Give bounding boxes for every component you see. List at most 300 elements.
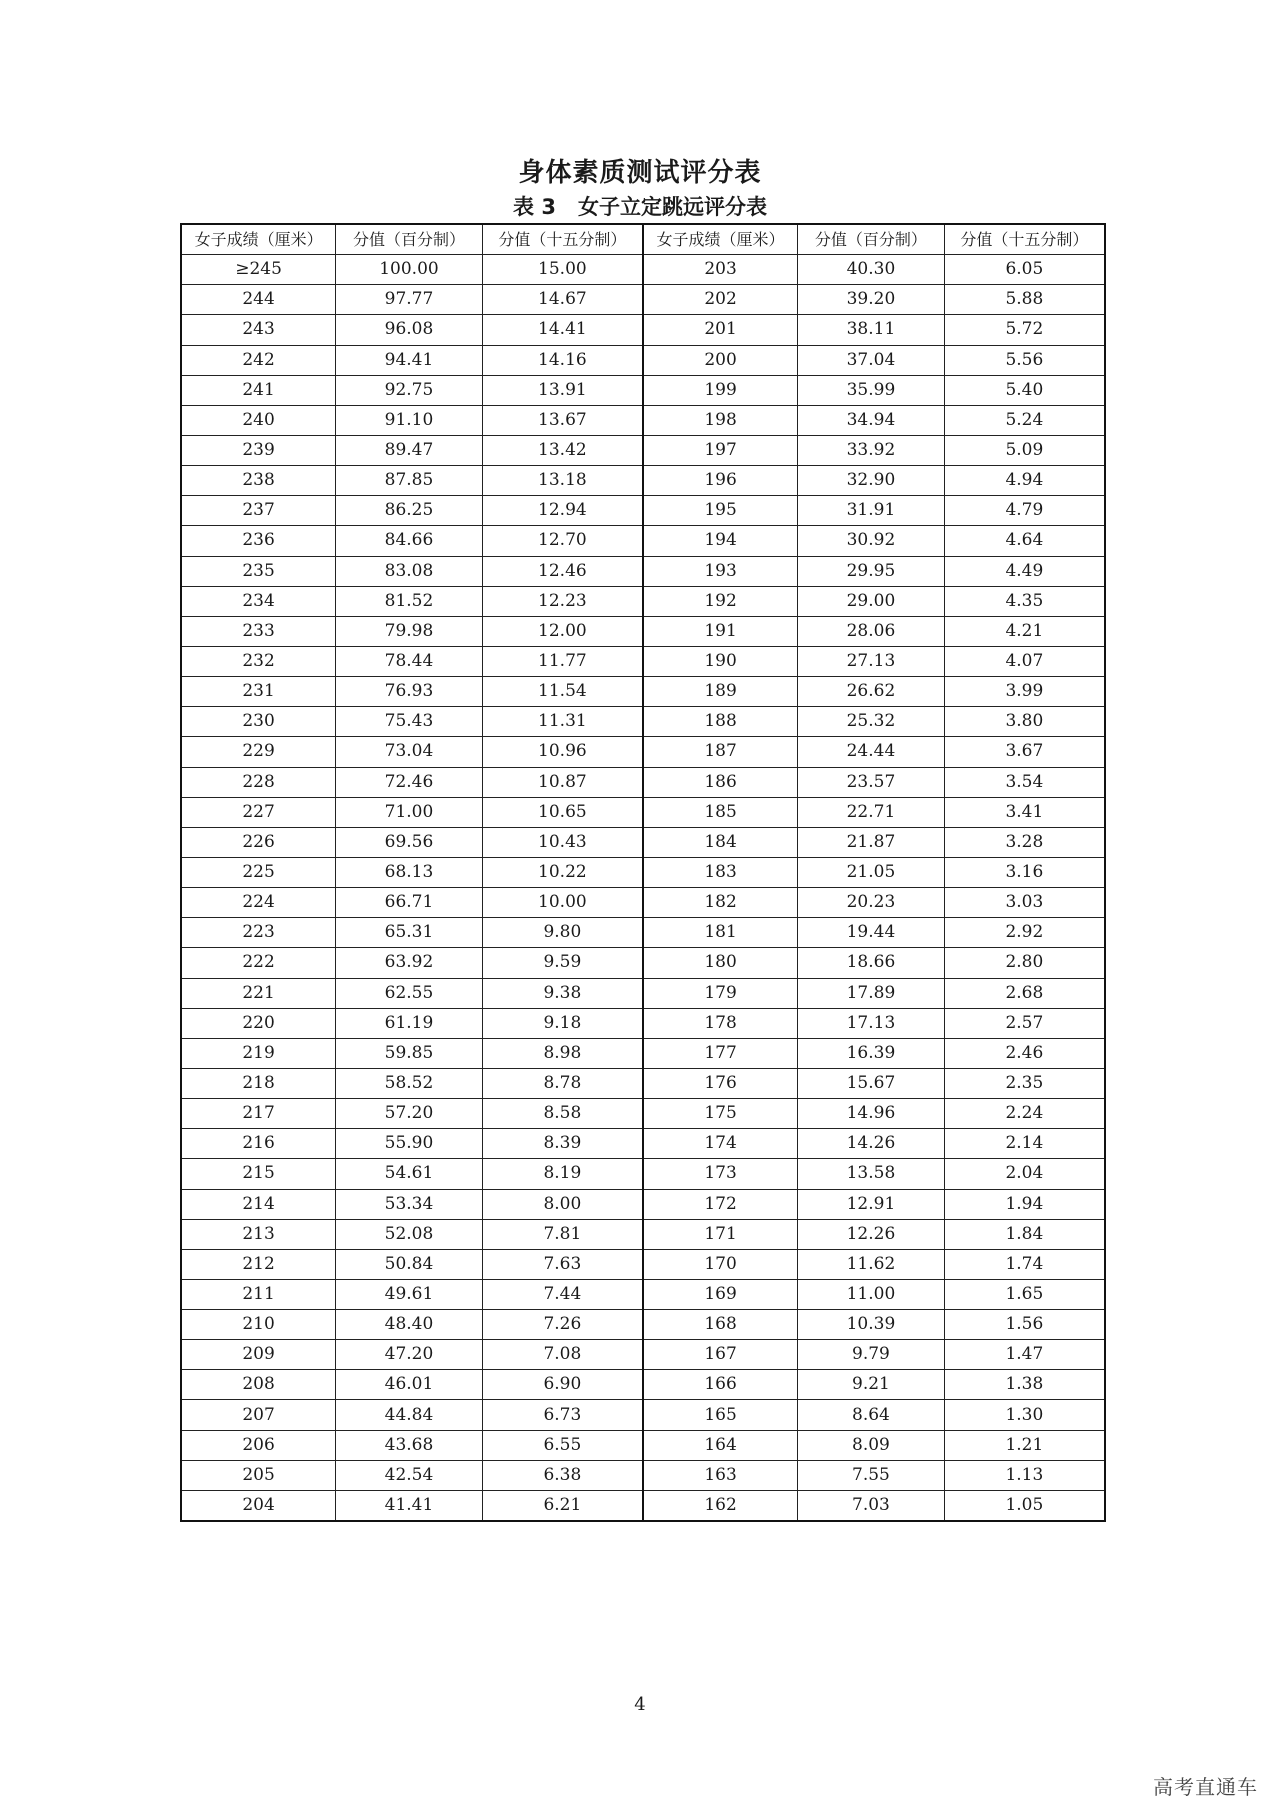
- cell-percent-score: 16.39: [798, 1038, 945, 1068]
- cell-fifteen-score: 4.94: [944, 466, 1105, 496]
- cell-female-score-cm: 192: [643, 586, 798, 616]
- cell-fifteen-score: 4.49: [944, 556, 1105, 586]
- cell-female-score-cm: 163: [643, 1460, 798, 1490]
- cell-fifteen-score: 3.54: [944, 767, 1105, 797]
- table-row: [181, 1340, 1105, 1370]
- cell-female-score-cm: 169: [643, 1279, 798, 1309]
- cell-fifteen-score: 15.00: [482, 255, 643, 285]
- header-percent-score-left: 分值（百分制）: [336, 224, 483, 255]
- cell-female-score-cm: 227: [181, 797, 336, 827]
- table-row: [181, 255, 1105, 285]
- cell-percent-score: 47.20: [336, 1340, 483, 1370]
- cell-fifteen-score: 1.74: [944, 1249, 1105, 1279]
- cell-fifteen-score: 3.28: [944, 827, 1105, 857]
- cell-female-score-cm: 215: [181, 1159, 336, 1189]
- cell-female-score-cm: 193: [643, 556, 798, 586]
- table-row: [181, 1400, 1105, 1430]
- cell-percent-score: 58.52: [336, 1068, 483, 1098]
- cell-female-score-cm: 213: [181, 1219, 336, 1249]
- table-body: [181, 255, 1105, 1521]
- cell-female-score-cm: 176: [643, 1068, 798, 1098]
- cell-fifteen-score: 3.41: [944, 797, 1105, 827]
- cell-female-score-cm: 181: [643, 918, 798, 948]
- table-row: [181, 1068, 1105, 1098]
- cell-female-score-cm: 195: [643, 496, 798, 526]
- cell-percent-score: 37.04: [798, 345, 945, 375]
- table-row: [181, 1099, 1105, 1129]
- table-caption: [0, 191, 1280, 221]
- cell-fifteen-score: 8.98: [482, 1038, 643, 1068]
- cell-fifteen-score: 4.07: [944, 646, 1105, 676]
- cell-female-score-cm: 241: [181, 375, 336, 405]
- cell-percent-score: 46.01: [336, 1370, 483, 1400]
- cell-percent-score: 100.00: [336, 255, 483, 285]
- cell-fifteen-score: 10.43: [482, 827, 643, 857]
- cell-female-score-cm: 225: [181, 857, 336, 887]
- table-row: [181, 1279, 1105, 1309]
- header-percent-score-right: 分值（百分制）: [798, 224, 945, 255]
- cell-female-score-cm: 196: [643, 466, 798, 496]
- watermark: 高考直通车: [1153, 1775, 1258, 1799]
- table-row: [181, 315, 1105, 345]
- cell-female-score-cm: 210: [181, 1310, 336, 1340]
- cell-percent-score: 76.93: [336, 677, 483, 707]
- cell-percent-score: 26.62: [798, 677, 945, 707]
- cell-fifteen-score: 6.38: [482, 1460, 643, 1490]
- cell-female-score-cm: 172: [643, 1189, 798, 1219]
- table-row: [181, 285, 1105, 315]
- cell-fifteen-score: 2.80: [944, 948, 1105, 978]
- cell-female-score-cm: 194: [643, 526, 798, 556]
- cell-percent-score: 20.23: [798, 888, 945, 918]
- header-female-score-left: 女子成绩（厘米）: [181, 224, 336, 255]
- cell-fifteen-score: 12.94: [482, 496, 643, 526]
- cell-percent-score: 12.91: [798, 1189, 945, 1219]
- table-row: [181, 1219, 1105, 1249]
- cell-percent-score: 87.85: [336, 466, 483, 496]
- cell-percent-score: 32.90: [798, 466, 945, 496]
- cell-female-score-cm: 190: [643, 646, 798, 676]
- cell-female-score-cm: 214: [181, 1189, 336, 1219]
- table-row: [181, 1249, 1105, 1279]
- cell-fifteen-score: 14.16: [482, 345, 643, 375]
- table-row: [181, 345, 1105, 375]
- cell-fifteen-score: 8.78: [482, 1068, 643, 1098]
- cell-fifteen-score: 1.13: [944, 1460, 1105, 1490]
- cell-percent-score: 83.08: [336, 556, 483, 586]
- table-row: [181, 1370, 1105, 1400]
- cell-female-score-cm: 232: [181, 646, 336, 676]
- cell-percent-score: 14.96: [798, 1099, 945, 1129]
- cell-female-score-cm: 167: [643, 1340, 798, 1370]
- cell-female-score-cm: 226: [181, 827, 336, 857]
- cell-fifteen-score: 1.94: [944, 1189, 1105, 1219]
- cell-female-score-cm: 230: [181, 707, 336, 737]
- cell-percent-score: 41.41: [336, 1490, 483, 1521]
- cell-fifteen-score: 5.40: [944, 375, 1105, 405]
- cell-fifteen-score: 9.59: [482, 948, 643, 978]
- cell-female-score-cm: 182: [643, 888, 798, 918]
- cell-female-score-cm: 205: [181, 1460, 336, 1490]
- cell-fifteen-score: 12.23: [482, 586, 643, 616]
- cell-fifteen-score: 1.21: [944, 1430, 1105, 1460]
- table-row: [181, 918, 1105, 948]
- table-row: [181, 435, 1105, 465]
- table-row: [181, 1310, 1105, 1340]
- cell-female-score-cm: 236: [181, 526, 336, 556]
- cell-female-score-cm: 223: [181, 918, 336, 948]
- cell-fifteen-score: 10.96: [482, 737, 643, 767]
- cell-fifteen-score: 2.68: [944, 978, 1105, 1008]
- table-row: [181, 375, 1105, 405]
- cell-fifteen-score: 7.08: [482, 1340, 643, 1370]
- cell-percent-score: 7.55: [798, 1460, 945, 1490]
- cell-percent-score: 21.87: [798, 827, 945, 857]
- page-number: 4: [634, 1694, 646, 1715]
- cell-percent-score: 17.13: [798, 1008, 945, 1038]
- cell-fifteen-score: 5.56: [944, 345, 1105, 375]
- cell-percent-score: 72.46: [336, 767, 483, 797]
- cell-female-score-cm: 234: [181, 586, 336, 616]
- cell-fifteen-score: 8.00: [482, 1189, 643, 1219]
- cell-fifteen-score: 1.30: [944, 1400, 1105, 1430]
- cell-percent-score: 9.21: [798, 1370, 945, 1400]
- cell-fifteen-score: 1.84: [944, 1219, 1105, 1249]
- cell-fifteen-score: 5.72: [944, 315, 1105, 345]
- cell-female-score-cm: 201: [643, 315, 798, 345]
- cell-percent-score: 33.92: [798, 435, 945, 465]
- cell-fifteen-score: 1.47: [944, 1340, 1105, 1370]
- cell-percent-score: 11.62: [798, 1249, 945, 1279]
- table-row: [181, 827, 1105, 857]
- cell-fifteen-score: 8.58: [482, 1099, 643, 1129]
- cell-female-score-cm: 219: [181, 1038, 336, 1068]
- cell-female-score-cm: 239: [181, 435, 336, 465]
- cell-percent-score: 43.68: [336, 1430, 483, 1460]
- table-row: [181, 857, 1105, 887]
- cell-female-score-cm: 224: [181, 888, 336, 918]
- cell-fifteen-score: 6.21: [482, 1490, 643, 1521]
- cell-fifteen-score: 4.64: [944, 526, 1105, 556]
- cell-female-score-cm: 240: [181, 405, 336, 435]
- cell-percent-score: 13.58: [798, 1159, 945, 1189]
- table-name: 女子立定跳远评分表: [577, 195, 767, 219]
- cell-percent-score: 91.10: [336, 405, 483, 435]
- cell-percent-score: 35.99: [798, 375, 945, 405]
- document-title: 身体素质测试评分表: [518, 158, 762, 188]
- table-row: [181, 466, 1105, 496]
- cell-fifteen-score: 7.63: [482, 1249, 643, 1279]
- cell-percent-score: 10.39: [798, 1310, 945, 1340]
- cell-female-score-cm: 218: [181, 1068, 336, 1098]
- cell-percent-score: 69.56: [336, 827, 483, 857]
- cell-percent-score: 96.08: [336, 315, 483, 345]
- cell-fifteen-score: 3.67: [944, 737, 1105, 767]
- cell-female-score-cm: ≥245: [181, 255, 336, 285]
- cell-female-score-cm: 221: [181, 978, 336, 1008]
- cell-percent-score: 22.71: [798, 797, 945, 827]
- cell-percent-score: 75.43: [336, 707, 483, 737]
- cell-percent-score: 30.92: [798, 526, 945, 556]
- cell-percent-score: 21.05: [798, 857, 945, 887]
- cell-female-score-cm: 209: [181, 1340, 336, 1370]
- cell-female-score-cm: 197: [643, 435, 798, 465]
- cell-fifteen-score: 14.41: [482, 315, 643, 345]
- cell-female-score-cm: 185: [643, 797, 798, 827]
- cell-fifteen-score: 1.05: [944, 1490, 1105, 1521]
- cell-percent-score: 53.34: [336, 1189, 483, 1219]
- cell-percent-score: 7.03: [798, 1490, 945, 1521]
- cell-female-score-cm: 183: [643, 857, 798, 887]
- cell-fifteen-score: 13.18: [482, 466, 643, 496]
- cell-percent-score: 19.44: [798, 918, 945, 948]
- cell-percent-score: 49.61: [336, 1279, 483, 1309]
- cell-female-score-cm: 235: [181, 556, 336, 586]
- cell-fifteen-score: 7.26: [482, 1310, 643, 1340]
- table-row: [181, 888, 1105, 918]
- cell-fifteen-score: 2.24: [944, 1099, 1105, 1129]
- cell-fifteen-score: 6.05: [944, 255, 1105, 285]
- cell-female-score-cm: 184: [643, 827, 798, 857]
- cell-percent-score: 28.06: [798, 616, 945, 646]
- cell-female-score-cm: 203: [643, 255, 798, 285]
- cell-percent-score: 24.44: [798, 737, 945, 767]
- cell-female-score-cm: 164: [643, 1430, 798, 1460]
- cell-percent-score: 62.55: [336, 978, 483, 1008]
- table-header-row: [181, 224, 1105, 255]
- cell-percent-score: 92.75: [336, 375, 483, 405]
- table-row: [181, 526, 1105, 556]
- cell-female-score-cm: 175: [643, 1099, 798, 1129]
- cell-fifteen-score: 11.77: [482, 646, 643, 676]
- cell-female-score-cm: 238: [181, 466, 336, 496]
- cell-female-score-cm: 174: [643, 1129, 798, 1159]
- cell-percent-score: 86.25: [336, 496, 483, 526]
- cell-female-score-cm: 217: [181, 1099, 336, 1129]
- cell-female-score-cm: 173: [643, 1159, 798, 1189]
- cell-fifteen-score: 9.38: [482, 978, 643, 1008]
- table-row: [181, 1189, 1105, 1219]
- cell-percent-score: 18.66: [798, 948, 945, 978]
- table-row: [181, 797, 1105, 827]
- cell-percent-score: 17.89: [798, 978, 945, 1008]
- cell-percent-score: 65.31: [336, 918, 483, 948]
- cell-female-score-cm: 189: [643, 677, 798, 707]
- cell-fifteen-score: 12.46: [482, 556, 643, 586]
- cell-fifteen-score: 7.81: [482, 1219, 643, 1249]
- cell-fifteen-score: 10.00: [482, 888, 643, 918]
- table-row: [181, 1430, 1105, 1460]
- header-fifteen-score-left: 分值（十五分制）: [482, 224, 643, 255]
- cell-percent-score: 61.19: [336, 1008, 483, 1038]
- table-row: [181, 556, 1105, 586]
- cell-fifteen-score: 1.56: [944, 1310, 1105, 1340]
- cell-percent-score: 55.90: [336, 1129, 483, 1159]
- cell-fifteen-score: 6.73: [482, 1400, 643, 1430]
- cell-fifteen-score: 13.67: [482, 405, 643, 435]
- table-row: [181, 948, 1105, 978]
- cell-percent-score: 14.26: [798, 1129, 945, 1159]
- cell-female-score-cm: 206: [181, 1430, 336, 1460]
- cell-percent-score: 68.13: [336, 857, 483, 887]
- cell-fifteen-score: 2.57: [944, 1008, 1105, 1038]
- cell-female-score-cm: 178: [643, 1008, 798, 1038]
- cell-fifteen-score: 8.39: [482, 1129, 643, 1159]
- cell-percent-score: 15.67: [798, 1068, 945, 1098]
- cell-female-score-cm: 191: [643, 616, 798, 646]
- cell-female-score-cm: 165: [643, 1400, 798, 1430]
- cell-percent-score: 84.66: [336, 526, 483, 556]
- cell-female-score-cm: 242: [181, 345, 336, 375]
- cell-percent-score: 54.61: [336, 1159, 483, 1189]
- cell-female-score-cm: 180: [643, 948, 798, 978]
- cell-female-score-cm: 212: [181, 1249, 336, 1279]
- table-row: [181, 1038, 1105, 1068]
- cell-female-score-cm: 186: [643, 767, 798, 797]
- cell-percent-score: 9.79: [798, 1340, 945, 1370]
- table-row: [181, 677, 1105, 707]
- cell-percent-score: 57.20: [336, 1099, 483, 1129]
- cell-fifteen-score: 6.90: [482, 1370, 643, 1400]
- cell-percent-score: 79.98: [336, 616, 483, 646]
- cell-female-score-cm: 228: [181, 767, 336, 797]
- cell-percent-score: 94.41: [336, 345, 483, 375]
- cell-fifteen-score: 11.54: [482, 677, 643, 707]
- cell-percent-score: 8.64: [798, 1400, 945, 1430]
- cell-percent-score: 29.00: [798, 586, 945, 616]
- cell-fifteen-score: 10.87: [482, 767, 643, 797]
- cell-percent-score: 40.30: [798, 255, 945, 285]
- cell-percent-score: 48.40: [336, 1310, 483, 1340]
- cell-female-score-cm: 231: [181, 677, 336, 707]
- cell-fifteen-score: 2.46: [944, 1038, 1105, 1068]
- cell-percent-score: 25.32: [798, 707, 945, 737]
- cell-female-score-cm: 162: [643, 1490, 798, 1521]
- table-row: [181, 1490, 1105, 1521]
- table-row: [181, 616, 1105, 646]
- cell-percent-score: 34.94: [798, 405, 945, 435]
- cell-fifteen-score: 4.21: [944, 616, 1105, 646]
- cell-female-score-cm: 243: [181, 315, 336, 345]
- cell-percent-score: 78.44: [336, 646, 483, 676]
- cell-fifteen-score: 10.65: [482, 797, 643, 827]
- cell-percent-score: 66.71: [336, 888, 483, 918]
- table-row: [181, 496, 1105, 526]
- cell-percent-score: 59.85: [336, 1038, 483, 1068]
- cell-fifteen-score: 2.14: [944, 1129, 1105, 1159]
- cell-female-score-cm: 187: [643, 737, 798, 767]
- cell-female-score-cm: 207: [181, 1400, 336, 1430]
- cell-fifteen-score: 2.35: [944, 1068, 1105, 1098]
- cell-percent-score: 29.95: [798, 556, 945, 586]
- table-number: 表 3: [513, 195, 556, 219]
- cell-percent-score: 81.52: [336, 586, 483, 616]
- cell-female-score-cm: 237: [181, 496, 336, 526]
- table-row: [181, 1008, 1105, 1038]
- cell-percent-score: 8.09: [798, 1430, 945, 1460]
- cell-fifteen-score: 6.55: [482, 1430, 643, 1460]
- cell-percent-score: 89.47: [336, 435, 483, 465]
- cell-female-score-cm: 179: [643, 978, 798, 1008]
- cell-fifteen-score: 10.22: [482, 857, 643, 887]
- cell-percent-score: 73.04: [336, 737, 483, 767]
- cell-percent-score: 11.00: [798, 1279, 945, 1309]
- cell-fifteen-score: 9.18: [482, 1008, 643, 1038]
- table-row: [181, 767, 1105, 797]
- cell-fifteen-score: 14.67: [482, 285, 643, 315]
- header-female-score-right: 女子成绩（厘米）: [643, 224, 798, 255]
- cell-percent-score: 52.08: [336, 1219, 483, 1249]
- cell-percent-score: 39.20: [798, 285, 945, 315]
- cell-fifteen-score: 5.09: [944, 435, 1105, 465]
- cell-percent-score: 42.54: [336, 1460, 483, 1490]
- cell-female-score-cm: 171: [643, 1219, 798, 1249]
- cell-female-score-cm: 202: [643, 285, 798, 315]
- table-row: [181, 646, 1105, 676]
- table-row: [181, 405, 1105, 435]
- cell-female-score-cm: 198: [643, 405, 798, 435]
- table-row: [181, 1460, 1105, 1490]
- cell-female-score-cm: 208: [181, 1370, 336, 1400]
- header-fifteen-score-right: 分值（十五分制）: [944, 224, 1105, 255]
- table-row: [181, 978, 1105, 1008]
- table-row: [181, 1159, 1105, 1189]
- table-row: [181, 1129, 1105, 1159]
- cell-fifteen-score: 2.92: [944, 918, 1105, 948]
- cell-fifteen-score: 12.70: [482, 526, 643, 556]
- cell-female-score-cm: 199: [643, 375, 798, 405]
- cell-fifteen-score: 5.24: [944, 405, 1105, 435]
- cell-fifteen-score: 11.31: [482, 707, 643, 737]
- cell-fifteen-score: 12.00: [482, 616, 643, 646]
- cell-percent-score: 31.91: [798, 496, 945, 526]
- score-table: [180, 223, 1106, 1522]
- cell-percent-score: 27.13: [798, 646, 945, 676]
- cell-female-score-cm: 168: [643, 1310, 798, 1340]
- cell-female-score-cm: 244: [181, 285, 336, 315]
- cell-female-score-cm: 211: [181, 1279, 336, 1309]
- cell-percent-score: 44.84: [336, 1400, 483, 1430]
- cell-fifteen-score: 9.80: [482, 918, 643, 948]
- table-row: [181, 707, 1105, 737]
- cell-female-score-cm: 229: [181, 737, 336, 767]
- cell-fifteen-score: 13.91: [482, 375, 643, 405]
- cell-fifteen-score: 1.65: [944, 1279, 1105, 1309]
- cell-fifteen-score: 8.19: [482, 1159, 643, 1189]
- cell-percent-score: 12.26: [798, 1219, 945, 1249]
- cell-percent-score: 50.84: [336, 1249, 483, 1279]
- cell-female-score-cm: 200: [643, 345, 798, 375]
- cell-fifteen-score: 7.44: [482, 1279, 643, 1309]
- cell-female-score-cm: 222: [181, 948, 336, 978]
- cell-fifteen-score: 2.04: [944, 1159, 1105, 1189]
- cell-percent-score: 38.11: [798, 315, 945, 345]
- table-row: [181, 737, 1105, 767]
- cell-female-score-cm: 177: [643, 1038, 798, 1068]
- cell-percent-score: 63.92: [336, 948, 483, 978]
- cell-fifteen-score: 3.99: [944, 677, 1105, 707]
- cell-female-score-cm: 220: [181, 1008, 336, 1038]
- cell-fifteen-score: 1.38: [944, 1370, 1105, 1400]
- table-row: [181, 586, 1105, 616]
- cell-female-score-cm: 170: [643, 1249, 798, 1279]
- cell-fifteen-score: 3.16: [944, 857, 1105, 887]
- cell-percent-score: 97.77: [336, 285, 483, 315]
- cell-female-score-cm: 216: [181, 1129, 336, 1159]
- cell-female-score-cm: 233: [181, 616, 336, 646]
- cell-female-score-cm: 204: [181, 1490, 336, 1521]
- cell-female-score-cm: 188: [643, 707, 798, 737]
